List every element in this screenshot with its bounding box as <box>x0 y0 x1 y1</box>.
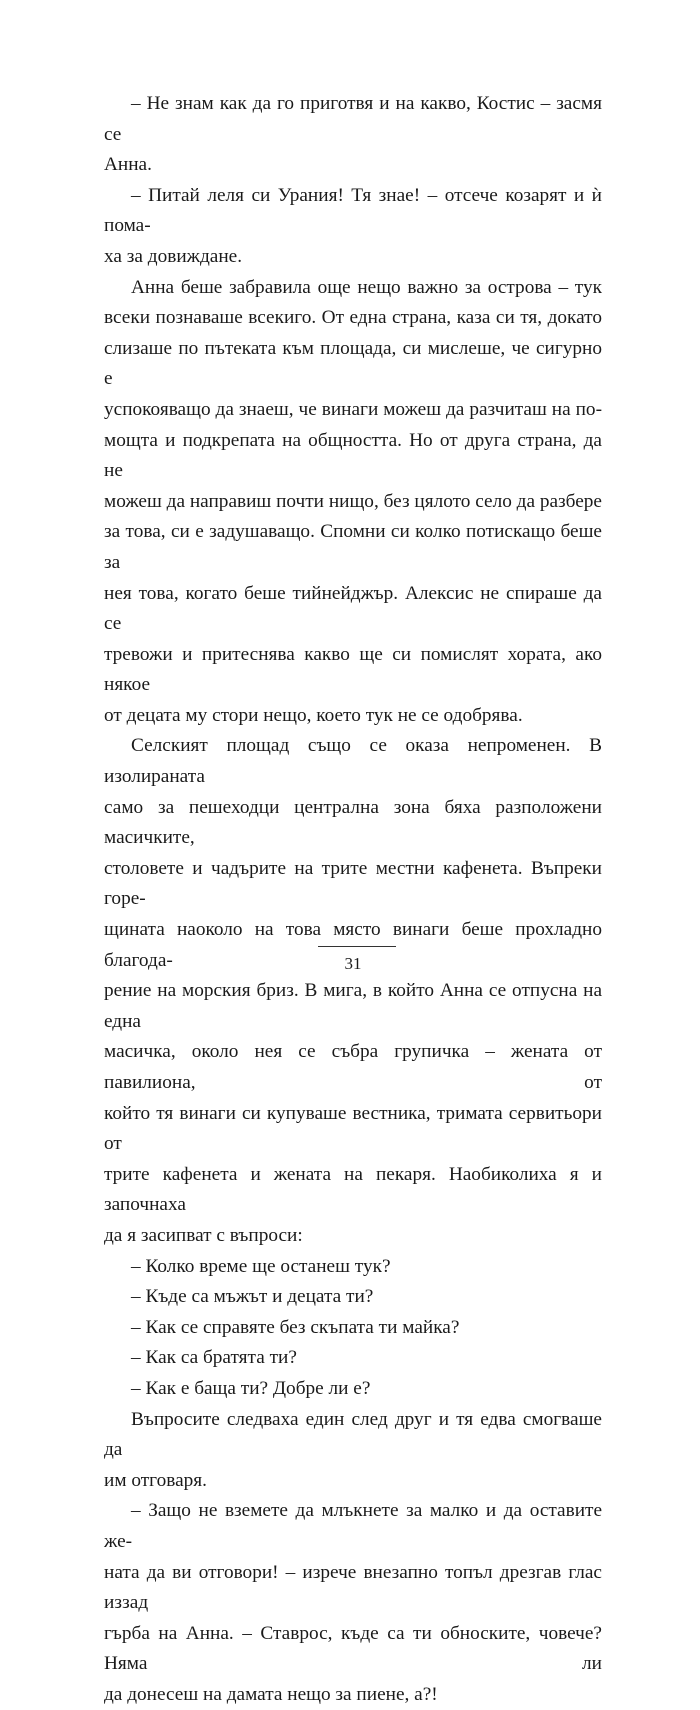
text-line: гърба на Анна. – Ставрос, къде са ти обноските, човече? Няма ли <box>104 1622 602 1675</box>
text-line: всеки познаваше всекиго. От една страна, каза си тя, докато <box>104 307 602 329</box>
text-line: да донесеш на дамата нещо за пиене, а?! <box>104 1683 438 1705</box>
text-line: – Как е баща ти? Добре ли е? <box>131 1377 371 1399</box>
text-line: Въпросите следваха един след друг и тя едва смогваше да <box>104 1408 602 1461</box>
text-line: слизаше по пътеката към площада, си мислеше, че сигурно е <box>104 337 602 390</box>
text-line: – Колко време ще останеш тук? <box>131 1255 391 1277</box>
footer-rule <box>318 946 396 947</box>
text-line: – Как са братята ти? <box>131 1347 297 1369</box>
text-line: – Защо не вземете да млъкнете за малко и да оставите же- <box>104 1500 602 1552</box>
text-line: Анна. <box>104 154 152 176</box>
body-text <box>104 89 602 1710</box>
text-line: столовете и чадърите на трите местни кафенета. Въпреки горе- <box>104 857 602 910</box>
text-line: Анна беше забравила още нещо важно за острова – тук <box>131 276 602 298</box>
text-line: ната да ви отговори! – изрече внезапно топъл дрезгав глас иззад <box>104 1561 602 1614</box>
text-line: за това, си е задушаващо. Спомни си колко потискащо беше за <box>104 521 602 573</box>
text-line: им отговаря. <box>104 1469 207 1491</box>
text-line: успокояващо да знаеш, че винаги можеш да разчиташ на по- <box>104 398 602 420</box>
text-line: само за пешеходци централна зона бяха разположени масичките, <box>104 796 602 849</box>
text-line: нея това, когато беше тийнейджър. Алексис не спираше да се <box>104 582 602 635</box>
text-line: – Как се справяте без скъпата ти майка? <box>131 1316 460 1338</box>
text-line: Селският площад също се оказа непроменен. В изолираната <box>104 735 602 788</box>
text-line: от децата му стори нещо, което тук не се одобрява. <box>104 704 523 726</box>
text-line: мощта и подкрепата на общността. Но от друга страна, да не <box>104 429 602 482</box>
text-line: тревожи и притеснява какво ще си помислят хората, ако някое <box>104 643 602 696</box>
text-line: можеш да направиш почти нищо, без цялото село да разбере <box>104 490 602 512</box>
page-number: 31 <box>344 954 362 973</box>
text-line: рение на морския бриз. В мига, в който Анна се отпусна на една <box>104 980 602 1032</box>
text-line: масичка, около нея се събра групичка – жената от павилиона, от <box>104 1041 602 1093</box>
text-line: – Питай леля си Урания! Тя знае! – отсече козарят и ѝ пома- <box>104 184 602 237</box>
text-line: да я засипват с въпроси: <box>104 1224 303 1246</box>
text-line: трите кафенета и жената на пекаря. Наобиколиха я и започнаха <box>104 1163 602 1216</box>
text-line: – Къде са мъжът и децата ти? <box>131 1286 374 1308</box>
text-line: който тя винаги си купуваше вестника, тримата сервитьори от <box>104 1102 602 1155</box>
text-line: щината наоколо на това място винаги беше прохладно благода- <box>104 919 602 971</box>
text-line: ха за довиждане. <box>104 245 243 267</box>
text-line: – Не знам как да го приготвя и на какво, Костис – засмя се <box>104 93 602 145</box>
book-page <box>104 0 602 1705</box>
